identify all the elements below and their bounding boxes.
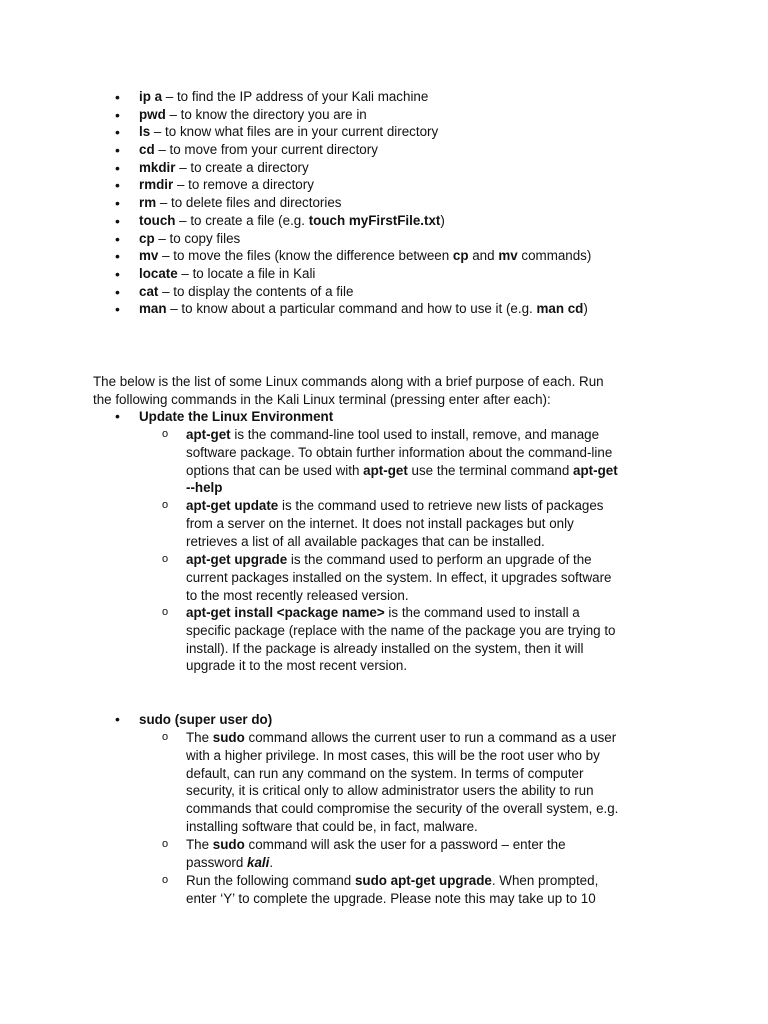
text-line: software package. To obtain further information about the command-line: [186, 444, 613, 460]
text-line: upgrade it to the most recent version.: [186, 658, 408, 674]
command-desc-tail: ): [583, 301, 588, 316]
command-desc: – to copy files: [154, 231, 241, 246]
command-name: cat: [139, 284, 159, 299]
command-name: man: [139, 301, 167, 316]
command-name: cd: [139, 142, 155, 157]
command-name: mkdir: [139, 160, 176, 175]
intro-line: The below is the list of some Linux commands along with a brief purpose of each. Run: [93, 374, 604, 389]
list-item: [139, 159, 309, 177]
command-desc: – to move the files (know the difference between: [158, 248, 453, 263]
text-line: security, it is critical only to allow administrator users the ability to run: [186, 783, 594, 799]
command-flag: --help: [186, 480, 223, 496]
command-desc: – to know what files are in your current directory: [150, 124, 439, 139]
list-item: [139, 230, 240, 248]
command-desc: – to locate a file in Kali: [177, 266, 316, 281]
text-line: retrieves a list of all available packages that can be installed.: [186, 533, 545, 549]
command-desc: – to know about a particular command and how to use it (e.g.: [166, 301, 537, 316]
text: use the terminal command: [407, 462, 574, 478]
text: options that can be used with: [186, 462, 364, 478]
text: is the command-line tool used to install, remove, and manage: [230, 427, 600, 442]
command-name: ls: [139, 124, 151, 139]
text-line: commands that could compromise the security of the overall system, e.g.: [186, 801, 619, 817]
command-desc: – to know the directory you are in: [165, 107, 367, 122]
list-item: [139, 283, 353, 301]
list-item: [139, 141, 378, 159]
command-example: man cd: [536, 301, 584, 316]
command-name: apt-get upgrade: [186, 552, 288, 567]
sub-item-sudo-about: [186, 729, 681, 836]
text: command will ask the user for a password – enter the: [244, 837, 566, 852]
text-line: default, can run any command on the system. In terms of computer: [186, 765, 584, 781]
command-name: apt-get update: [186, 498, 279, 513]
command-name: sudo apt-get upgrade: [354, 873, 492, 888]
command-desc: – to create a file (e.g.: [175, 213, 309, 228]
command-name: rmdir: [139, 177, 174, 192]
command-example: cp: [452, 248, 469, 263]
list-item: [139, 194, 341, 212]
password-value: kali: [247, 854, 270, 870]
text-line: to the most recently released version.: [186, 587, 409, 603]
text: command allows the current user to run a command as a user: [244, 730, 617, 745]
list-item: [139, 123, 438, 141]
text: password: [186, 854, 248, 870]
list-item: [139, 265, 315, 283]
command-name: touch: [139, 213, 176, 228]
list-item: [139, 176, 314, 194]
command-name: locate: [139, 266, 178, 281]
command-desc-mid: and: [468, 248, 499, 263]
text-line: from a server on the internet. It does not install packages but only: [186, 515, 574, 531]
section-heading-text: Update the Linux Environment: [139, 409, 334, 424]
sub-item-apt-get-upgrade: [186, 551, 681, 604]
command-desc-tail: ): [440, 213, 445, 228]
sub-item-apt-get: [186, 426, 681, 497]
text: The: [186, 837, 213, 852]
text: The: [186, 730, 213, 745]
command-name: pwd: [139, 107, 166, 122]
text: is the command used to retrieve new lists of packages: [278, 498, 604, 513]
text-line: installing software that could be, in fact, malware.: [186, 818, 478, 834]
text: is the command used to perform an upgrade of the: [287, 552, 592, 567]
sub-item-sudo-run: [186, 872, 681, 908]
command-desc-tail: commands): [517, 248, 592, 263]
text: Run the following command: [186, 873, 355, 888]
command-desc: – to delete files and directories: [156, 195, 342, 210]
intro-paragraph: [93, 373, 693, 408]
command-name: apt-get: [186, 427, 231, 442]
text: . When prompted,: [491, 873, 599, 888]
command-desc: – to remove a directory: [173, 177, 314, 192]
list-item: [139, 212, 445, 230]
text-line: with a higher privilege. In most cases, this will be the root user who by: [186, 747, 600, 763]
sub-item-sudo-password: [186, 836, 681, 872]
intro-line: the following commands in the Kali Linux terminal (pressing enter after each):: [93, 391, 551, 407]
command-desc: – to display the contents of a file: [158, 284, 354, 299]
command-example: mv: [498, 248, 518, 263]
section-heading-update: [139, 408, 333, 426]
command-name: mv: [139, 248, 159, 263]
command-name: apt-get: [573, 462, 618, 478]
list-item: [139, 88, 428, 106]
text-line: install). If the package is already installed on the system, then it will: [186, 640, 584, 656]
command-name: apt-get install <package name>: [186, 605, 385, 620]
command-desc: – to find the IP address of your Kali machine: [162, 89, 429, 104]
list-item: [139, 106, 367, 124]
command-name: sudo: [212, 837, 245, 852]
sub-item-apt-get-update: [186, 497, 681, 550]
command-name: apt-get: [363, 462, 408, 478]
text-line: specific package (replace with the name of the package you are trying to: [186, 622, 616, 638]
command-example: touch myFirstFile.txt: [308, 213, 441, 228]
command-name: sudo: [212, 730, 245, 745]
text: .: [269, 854, 274, 870]
sub-item-apt-get-install: [186, 604, 681, 675]
text-line: enter ‘Y’ to complete the upgrade. Please note this may take up to 10: [186, 890, 596, 906]
command-desc: – to move from your current directory: [154, 142, 378, 157]
list-item: [139, 300, 588, 318]
command-desc: – to create a directory: [175, 160, 309, 175]
section-heading-sudo: [139, 711, 272, 729]
command-name: cp: [139, 231, 155, 246]
list-item: [139, 247, 591, 265]
text: is the command used to install a: [384, 605, 580, 620]
command-name: ip a: [139, 89, 163, 104]
section-heading-text: sudo (super user do): [139, 712, 273, 727]
text-line: current packages installed on the system. In effect, it upgrades software: [186, 569, 612, 585]
command-name: rm: [139, 195, 157, 210]
